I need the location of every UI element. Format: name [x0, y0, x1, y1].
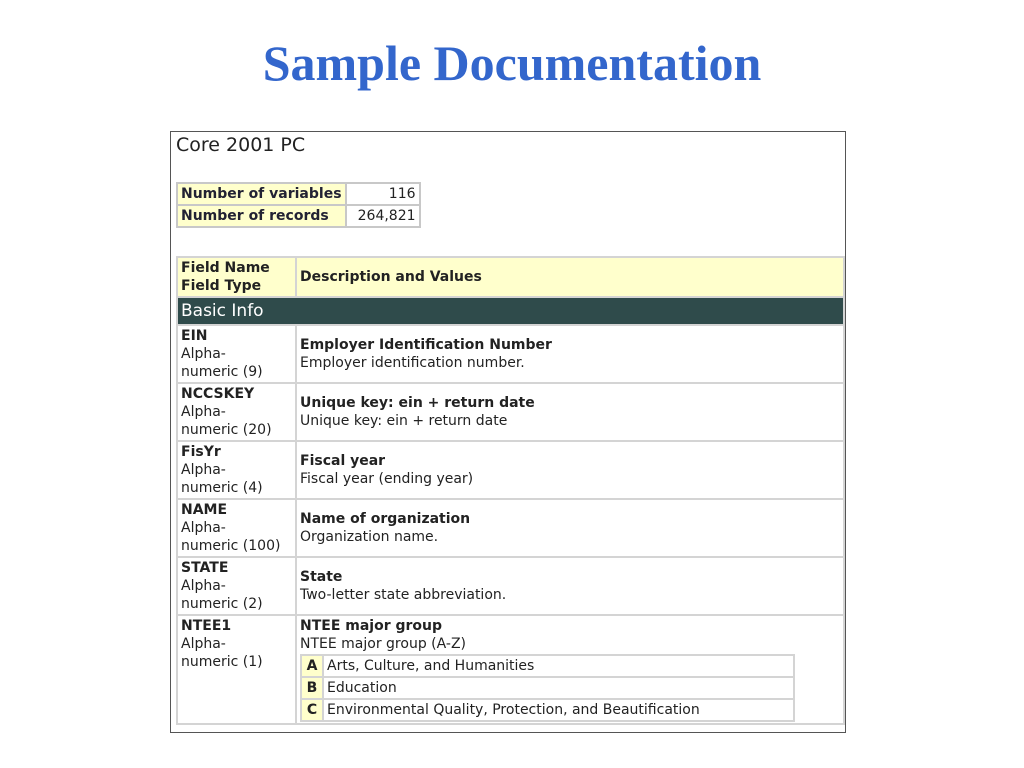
field-cell	[177, 325, 296, 383]
field-title: Employer Identification Number	[300, 337, 552, 353]
summary-value: 116	[346, 183, 420, 205]
summary-label: Number of records	[177, 205, 346, 227]
field-type: Alpha- numeric (1)	[181, 636, 263, 670]
field-title: Unique key: ein + return date	[300, 395, 535, 411]
fields-table	[176, 256, 845, 725]
summary-value: 264,821	[346, 205, 420, 227]
field-name: EIN	[181, 328, 208, 344]
description-cell	[296, 383, 844, 441]
table-row	[177, 383, 844, 441]
code-row	[301, 655, 794, 677]
code-letter: B	[301, 677, 323, 699]
description-cell	[296, 557, 844, 615]
documentation-panel	[170, 131, 846, 733]
summary-row	[177, 205, 420, 227]
field-cell	[177, 615, 296, 724]
field-title: State	[300, 569, 343, 585]
table-row	[177, 615, 844, 724]
description-header: Description and Values	[296, 257, 844, 297]
field-name: NCCSKEY	[181, 386, 255, 402]
code-letter: A	[301, 655, 323, 677]
description-cell	[296, 615, 844, 724]
field-name: NAME	[181, 502, 228, 518]
field-cell	[177, 441, 296, 499]
code-letter: C	[301, 699, 323, 721]
field-title: Fiscal year	[300, 453, 386, 469]
section-label: Basic Info	[177, 297, 844, 325]
description-cell	[296, 441, 844, 499]
field-description: Fiscal year (ending year)	[300, 471, 474, 487]
code-values-table	[300, 654, 795, 722]
section-row	[177, 297, 844, 325]
field-name-header: Field Name	[181, 260, 270, 276]
field-cell	[177, 499, 296, 557]
field-description: Two-letter state abbreviation.	[300, 587, 507, 603]
summary-row	[177, 183, 420, 205]
field-name-type-header	[177, 257, 296, 297]
code-row	[301, 677, 794, 699]
description-cell	[296, 325, 844, 383]
code-label: Arts, Culture, and Humanities	[323, 655, 794, 677]
summary-label: Number of variables	[177, 183, 346, 205]
field-description: Organization name.	[300, 529, 439, 545]
fields-header-row	[177, 257, 844, 297]
field-type: Alpha- numeric (2)	[181, 578, 263, 612]
code-row	[301, 699, 794, 721]
code-label: Environmental Quality, Protection, and Beautification	[323, 699, 794, 721]
field-name: FisYr	[181, 444, 221, 460]
field-type: Alpha- numeric (20)	[181, 404, 272, 438]
field-name: NTEE1	[181, 618, 232, 634]
field-type: Alpha- numeric (4)	[181, 462, 263, 496]
field-cell	[177, 557, 296, 615]
summary-table	[176, 182, 421, 228]
field-description: Unique key: ein + return date	[300, 413, 508, 429]
field-description: NTEE major group (A-Z)	[300, 636, 466, 652]
field-description: Employer identification number.	[300, 355, 525, 371]
field-title: NTEE major group	[300, 618, 443, 634]
field-cell	[177, 383, 296, 441]
slide-title: Sample Documentation	[262, 35, 762, 91]
table-row	[177, 557, 844, 615]
field-type: Alpha- numeric (9)	[181, 346, 263, 380]
doc-title: Core 2001 PC	[176, 134, 306, 156]
code-label: Education	[323, 677, 794, 699]
table-row	[177, 441, 844, 499]
table-row	[177, 499, 844, 557]
field-title: Name of organization	[300, 511, 471, 527]
table-row	[177, 325, 844, 383]
field-name: STATE	[181, 560, 229, 576]
field-type: Alpha- numeric (100)	[181, 520, 281, 554]
field-type-header: Field Type	[181, 278, 262, 294]
description-cell	[296, 499, 844, 557]
